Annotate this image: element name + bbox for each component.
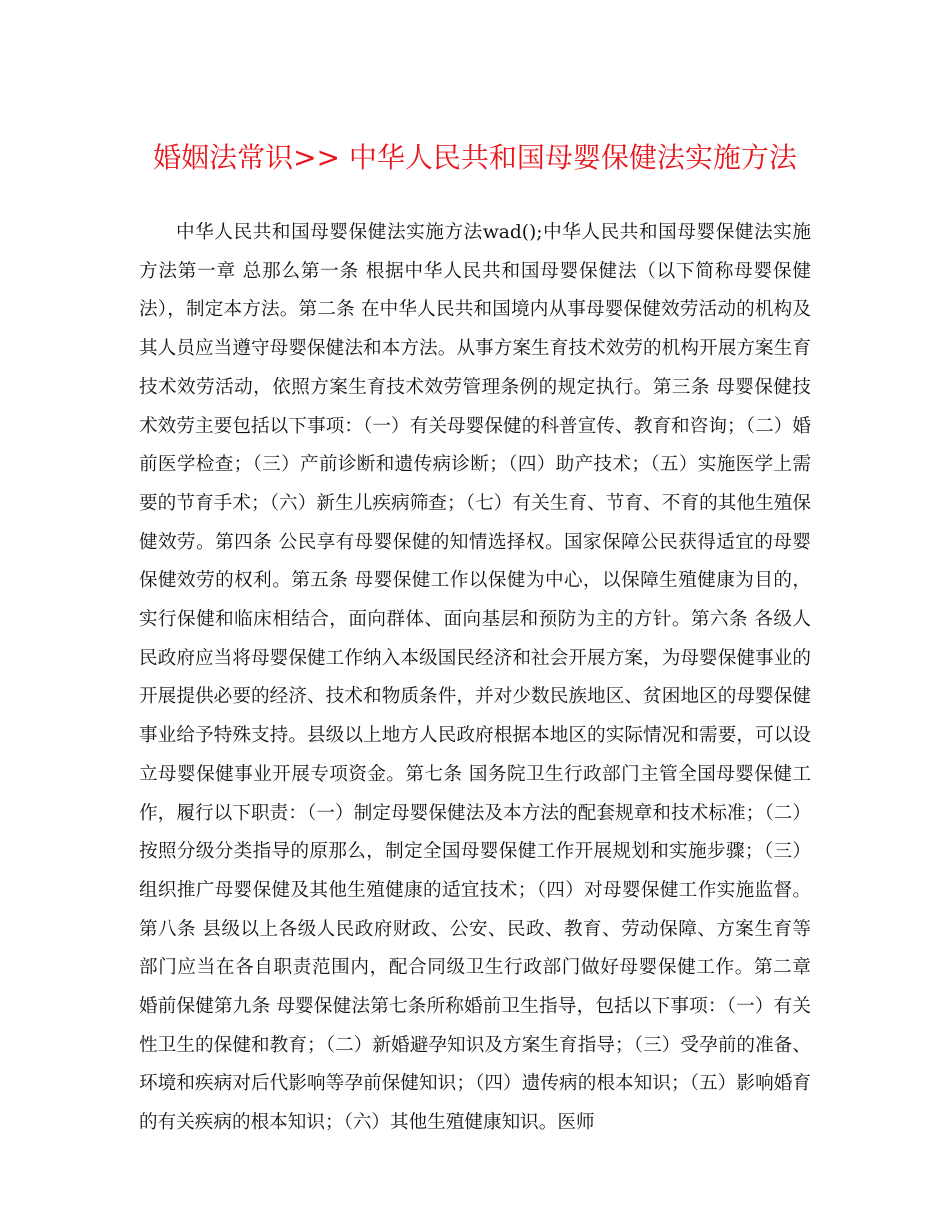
page-title: 婚姻法常识>> 中华人民共和国母婴保健法实施方法	[153, 141, 797, 174]
body-paragraph: 中华人民共和国母婴保健法实施方法wad();中华人民共和国母婴保健法实施方法第一章 总那么第一条 根据中华人民共和国母婴保健法（以下简称母婴保健法），制定本方法。第二条 在中华人民共和国境内从事母婴保健效劳活动的机构及其人员应当遵守母婴保健法和本方法。从事方案生育技术效劳的机构开展方案生育技术效劳活动，依照方案生育技术效劳管理条例的规定执行。第三条 母婴保健技术效劳主要包括以下事项：（一）有关母婴保健的科普宣传、教育和咨询；（二）婚前医学检查；（三）产前诊断和遗传病诊断；（四）助产技术；（五）实施医学上需要的节育手术；（六）新生儿疾病筛查；（七）有关生育、节育、不育的其他生殖保健效劳。第四条 公民享有母婴保健的知情选择权。国家保障公民获得适宜的母婴保健效劳的权利。第五条 母婴保健工作以保健为中心，以保障生殖健康为目的，实行保健和临床相结合，面向群体、面向基层和预防为主的方针。第六条 各级人民政府应当将母婴保健工作纳入本级国民经济和社会开展方案，为母婴保健事业的开展提供必要的经济、技术和物质条件，并对少数民族地区、贫困地区的母婴保健事业给予特殊支持。县级以上地方人民政府根据本地区的实际情况和需要，可以设立母婴保健事业开展专项资金。第七条 国务院卫生行政部门主管全国母婴保健工作，履行以下职责：（一）制定母婴保健法及本方法的配套规章和技术标准；（二）按照分级分类指导的原那么，制定全国母婴保健工作开展规划和实施步骤；（三）组织推广母婴保健及其他生殖健康的适宜技术；（四）对母婴保健工作实施监督。第八条 县级以上各级人民政府财政、公安、民政、教育、劳动保障、方案生育等部门应当在各自职责范围内，配合同级卫生行政部门做好母婴保健工作。第二章 婚前保健第九条 母婴保健法第七条所称婚前卫生指导，包括以下事项：（一）有关性卫生的保健和教育；（二）新婚避孕知识及方案生育指导；（三）受孕前的准备、环境和疾病对后代影响等孕前保健知识；（四）遗传病的根本知识；（五）影响婚育的有关疾病的根本知识；（六）其他生殖健康知识。医师	[139, 222, 811, 1134]
